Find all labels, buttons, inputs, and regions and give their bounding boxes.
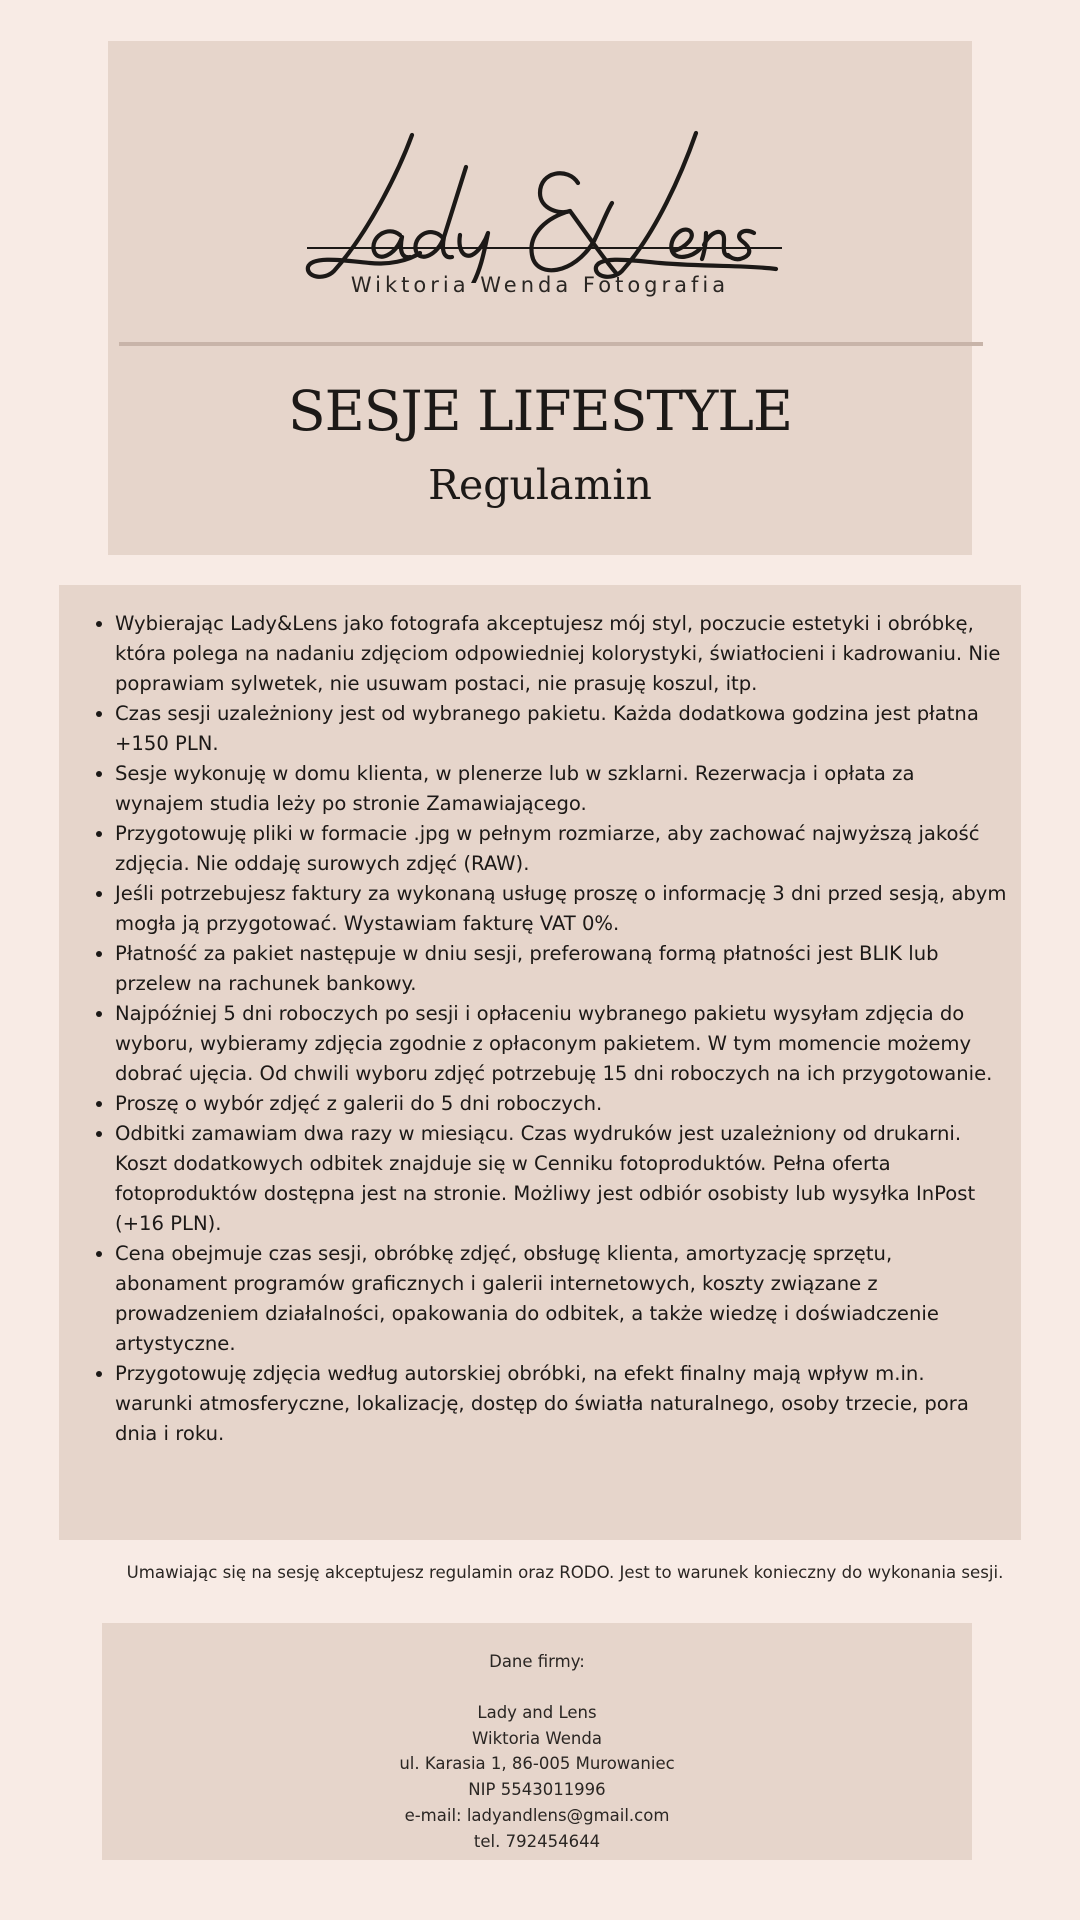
rule-item: • Wybierając Lady&Lens jako fotografa akceptujesz mój styl, poczucie estetyki i obróbkę, która polega na nadaniu zdjęciom odpowiedniej kolorystyki, światłocieni i kadrowaniu. Nie poprawiam sylwetek, nie usuwam postaci, nie prasuję koszul, itp.: [115, 609, 1007, 699]
page-subtitle: Regulamin: [428, 461, 652, 509]
rule-item: • Przygotowuję zdjęcia według autorskiej obróbki, na efekt finalny mają wpływ m.in. warunki atmosferyczne, lokalizację, dostęp do światła naturalnego, osoby trzecie, pora dnia i roku.: [115, 1359, 1007, 1449]
header-divider: [119, 342, 983, 346]
company-address: ul. Karasia 1, 86-005 Murowaniec: [399, 1754, 675, 1774]
brand-subtitle: Wiktoria Wenda Fotografia: [350, 273, 730, 297]
company-phone[interactable]: tel. 792454644: [473, 1831, 601, 1851]
rules-card: [59, 585, 1021, 1540]
rule-item: • Odbitki zamawiam dwa razy w miesiącu. Czas wydruków jest uzależniony od drukarni. Koszt dodatkowych odbitek znajduje się w Cenniku fotoproduktów. Pełna oferta fotoproduktów dostępna jest na stronie. Możliwy jest odbiór osobisty lub wysyłka InPost (+16 PLN).: [115, 1119, 1007, 1239]
rule-item: • Najpóźniej 5 dni roboczych po sesji i opłaceniu wybranego pakietu wysyłam zdjęcia do wyboru, wybieramy zdjęcia zgodnie z opłaconym pakietem. W tym momencie możemy dobrać ujęcia. Od chwili wyboru zdjęć potrzebuję 15 dni roboczych na ich przygotowanie.: [115, 999, 1007, 1089]
consent-note: Umawiając się na sesję akceptujesz regulamin oraz RODO. Jest to warunek konieczny do wykonania sesji.: [126, 1563, 1004, 1582]
company-details: [102, 1700, 972, 1854]
rule-item: • Sesje wykonuję w domu klienta, w plenerze lub w szklarni. Rezerwacja i opłata za wynajem studia leży po stronie Zamawiającego.: [115, 759, 1007, 819]
company-card: [102, 1623, 972, 1860]
lady-and-lens-logo: [108, 113, 972, 283]
company-nip: NIP 5543011996: [468, 1780, 606, 1800]
rule-item: • Czas sesji uzależniony jest od wybranego pakietu. Każda dodatkowa godzina jest płatna +150 PLN.: [115, 699, 1007, 759]
rule-item: • Przygotowuję pliki w formacie .jpg w pełnym rozmiarze, aby zachować najwyższą jakość zdjęcia. Nie oddaję surowych zdjęć (RAW).: [115, 819, 1007, 879]
company-heading: Dane firmy:: [489, 1652, 585, 1671]
company-owner: Wiktoria Wenda: [472, 1728, 602, 1748]
rules-list: [59, 609, 1021, 1449]
company-name: Lady and Lens: [477, 1703, 597, 1722]
rule-item: • Płatność za pakiet następuje w dniu sesji, preferowaną formą płatności jest BLIK lub przelew na rachunek bankowy.: [115, 939, 1007, 999]
logo-underline: [307, 247, 782, 249]
rule-item: • Jeśli potrzebujesz faktury za wykonaną usługę proszę o informację 3 dni przed sesją, abym mogła ją przygotować. Wystawiam fakturę VAT 0%.: [115, 879, 1007, 939]
page-title: SESJE LIFESTYLE: [287, 379, 793, 443]
rule-item: • Proszę o wybór zdjęć z galerii do 5 dni roboczych.: [115, 1089, 1007, 1119]
company-email[interactable]: e-mail: ladyandlens@gmail.com: [404, 1805, 670, 1825]
rule-item: • Cena obejmuje czas sesji, obróbkę zdjęć, obsługę klienta, amortyzację sprzętu, abonament programów graficznych i galerii internetowych, koszty związane z prowadzeniem działalności, opakowania do odbitek, a także wiedzę i doświadczenie artystyczne.: [115, 1239, 1007, 1359]
